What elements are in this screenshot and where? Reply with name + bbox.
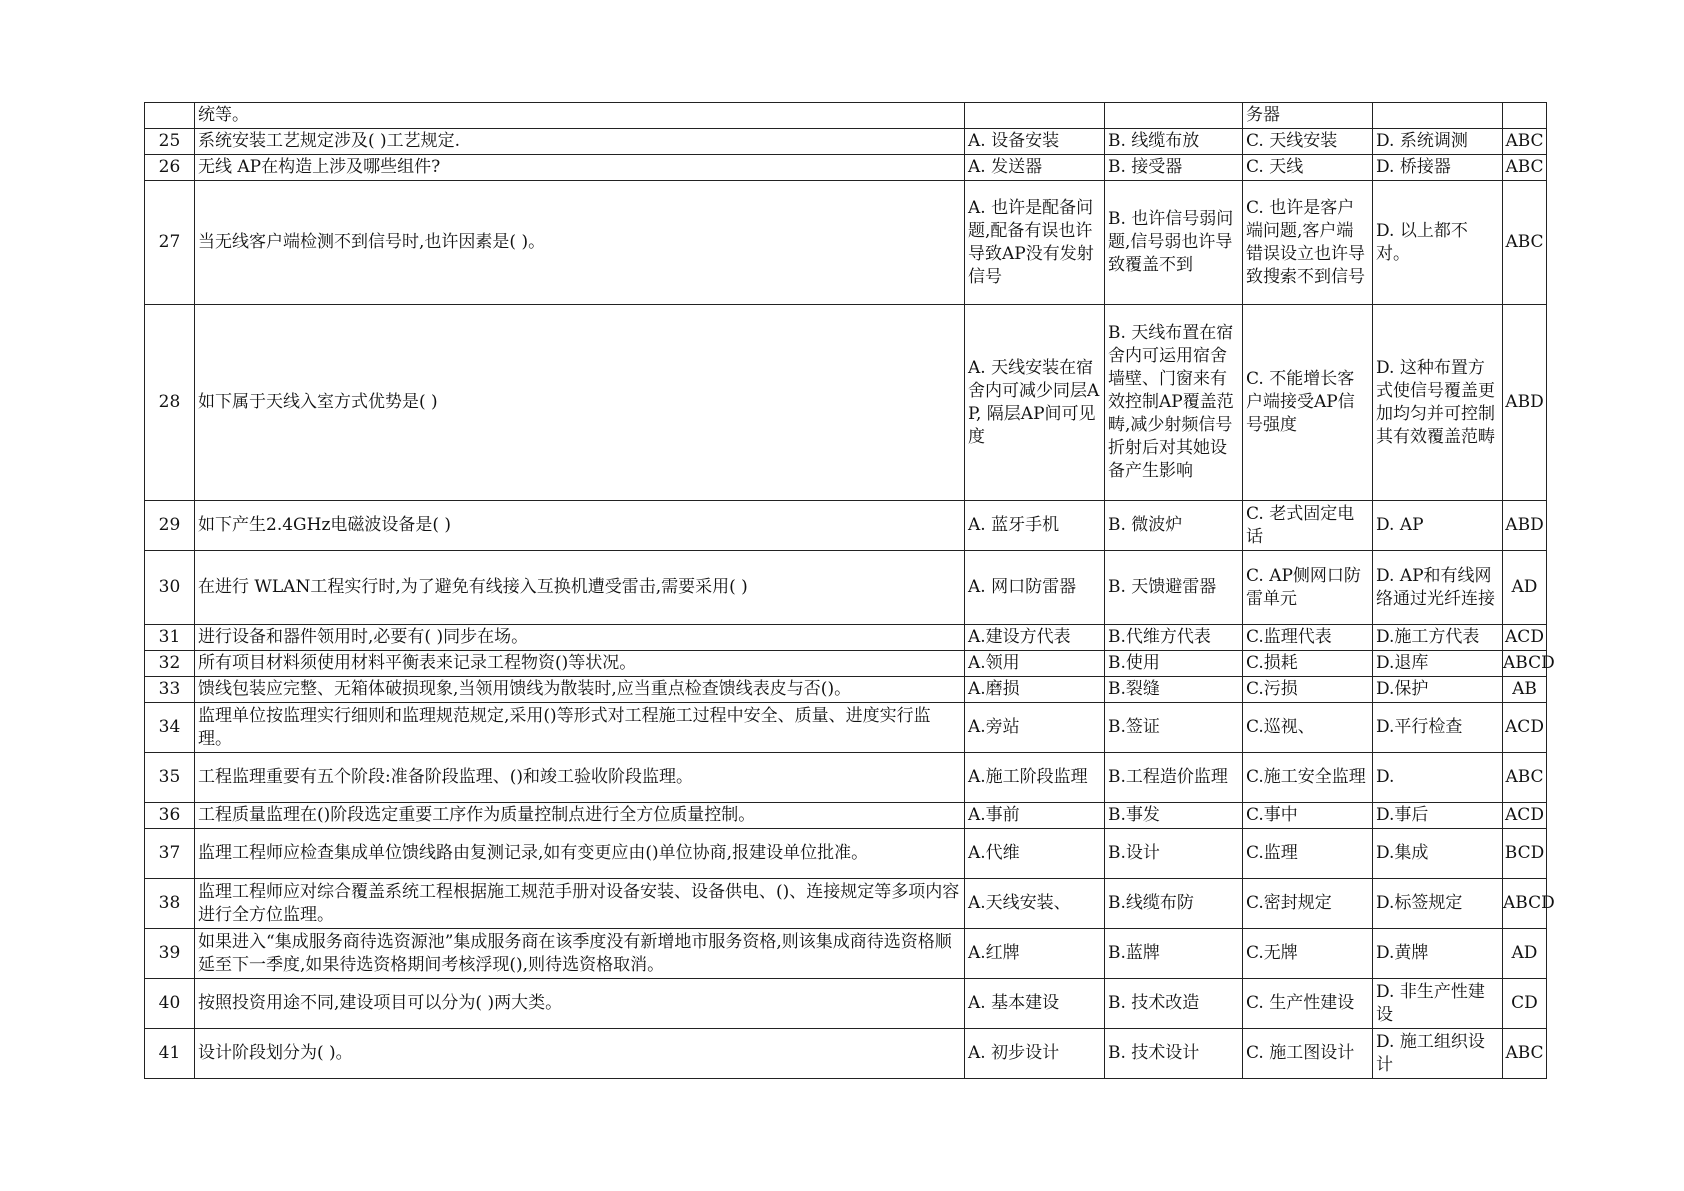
table-row <box>145 829 1547 879</box>
question-text: 当无线客户端检测不到信号时,也许因素是( )。 <box>195 181 965 305</box>
option-d: D.保护 <box>1373 677 1503 703</box>
table-row <box>145 753 1547 803</box>
answer: ABCD <box>1503 651 1547 677</box>
table-row <box>145 677 1547 703</box>
option-a: A. 初步设计 <box>965 1029 1105 1079</box>
table-row <box>145 803 1547 829</box>
option-a: A.红牌 <box>965 929 1105 979</box>
question-text: 设计阶段划分为( )。 <box>195 1029 965 1079</box>
answer: AB <box>1503 677 1547 703</box>
option-d: D. 桥接器 <box>1373 155 1503 181</box>
table-row <box>145 501 1547 551</box>
table-row <box>145 1029 1547 1079</box>
question-text: 监理单位按监理实行细则和监理规范规定,采用()等形式对工程施工过程中安全、质量、进度实行监理。 <box>195 703 965 753</box>
option-a: A.施工阶段监理 <box>965 753 1105 803</box>
question-number: 38 <box>145 879 195 929</box>
option-d: D.退库 <box>1373 651 1503 677</box>
option-c: 务器 <box>1243 103 1373 129</box>
answer: ACD <box>1503 803 1547 829</box>
option-b: B.签证 <box>1105 703 1243 753</box>
table-row <box>145 979 1547 1029</box>
answer: ABD <box>1503 501 1547 551</box>
option-c: C. 生产性建设 <box>1243 979 1373 1029</box>
question-text: 如下属于天线入室方式优势是( ) <box>195 305 965 501</box>
question-number: 40 <box>145 979 195 1029</box>
option-c: C.密封规定 <box>1243 879 1373 929</box>
answer: ABC <box>1503 753 1547 803</box>
question-text: 按照投资用途不同,建设项目可以分为( )两大类。 <box>195 979 965 1029</box>
option-a: A. 也许是配备问题,配备有误也许导致AP没有发射信号 <box>965 181 1105 305</box>
answer: ABC <box>1503 181 1547 305</box>
question-number: 29 <box>145 501 195 551</box>
option-a: A.领用 <box>965 651 1105 677</box>
question-text: 在进行 WLAN工程实行时,为了避免有线接入互换机遭受雷击,需要采用( ) <box>195 551 965 625</box>
option-b: B.使用 <box>1105 651 1243 677</box>
option-b: B. 天线布置在宿舍内可运用宿舍墙壁、门窗来有效控制AP覆盖范畴,减少射频信号折射后对其她设备产生影响 <box>1105 305 1243 501</box>
table-body <box>145 103 1555 1079</box>
question-number: 35 <box>145 753 195 803</box>
table-row <box>145 129 1547 155</box>
option-b: B.事发 <box>1105 803 1243 829</box>
option-d: D. 施工组织设计 <box>1373 1029 1503 1079</box>
option-c: C.污损 <box>1243 677 1373 703</box>
option-b <box>1105 103 1243 129</box>
option-d: D.平行检查 <box>1373 703 1503 753</box>
option-a: A.建设方代表 <box>965 625 1105 651</box>
option-a: A.磨损 <box>965 677 1105 703</box>
table-row <box>145 929 1547 979</box>
question-number: 28 <box>145 305 195 501</box>
question-number: 34 <box>145 703 195 753</box>
option-c: C. 不能增长客户端接受AP信号强度 <box>1243 305 1373 501</box>
table-row <box>145 551 1547 625</box>
option-b: B. 线缆布放 <box>1105 129 1243 155</box>
table-row <box>145 181 1547 305</box>
question-text: 监理工程师应检查集成单位馈线路由复测记录,如有变更应由()单位协商,报建设单位批准。 <box>195 829 965 879</box>
option-b: B. 微波炉 <box>1105 501 1243 551</box>
option-d: D.事后 <box>1373 803 1503 829</box>
table-row <box>145 103 1547 129</box>
table-row <box>145 703 1547 753</box>
question-number: 30 <box>145 551 195 625</box>
question-text: 所有项目材料须使用材料平衡表来记录工程物资()等状况。 <box>195 651 965 677</box>
table-row <box>145 155 1547 181</box>
answer: AD <box>1503 929 1547 979</box>
question-number: 25 <box>145 129 195 155</box>
option-a: A.天线安装、 <box>965 879 1105 929</box>
option-d: D. 系统调测 <box>1373 129 1503 155</box>
question-text: 监理工程师应对综合覆盖系统工程根据施工规范手册对设备安装、设备供电、()、连接规定等多项内容进行全方位监理。 <box>195 879 965 929</box>
answer: BCD <box>1503 829 1547 879</box>
option-b: B.蓝牌 <box>1105 929 1243 979</box>
option-d: D. <box>1373 753 1503 803</box>
answer: ABD <box>1503 305 1547 501</box>
option-b: B.代维方代表 <box>1105 625 1243 651</box>
option-b: B.设计 <box>1105 829 1243 879</box>
answer: ABC <box>1503 155 1547 181</box>
option-a: A.事前 <box>965 803 1105 829</box>
option-b: B. 接受器 <box>1105 155 1243 181</box>
table-row <box>145 305 1547 501</box>
question-number: 37 <box>145 829 195 879</box>
option-b: B.线缆布防 <box>1105 879 1243 929</box>
question-number: 31 <box>145 625 195 651</box>
question-text: 系统安装工艺规定涉及( )工艺规定. <box>195 129 965 155</box>
option-d: D.集成 <box>1373 829 1503 879</box>
option-b: B. 天馈避雷器 <box>1105 551 1243 625</box>
option-a: A. 网口防雷器 <box>965 551 1105 625</box>
question-text: 如下产生2.4GHz电磁波设备是( ) <box>195 501 965 551</box>
option-d: D. 这种布置方式使信号覆盖更加均匀并可控制其有效覆盖范畴 <box>1373 305 1503 501</box>
table-row <box>145 879 1547 929</box>
option-c: C. 天线安装 <box>1243 129 1373 155</box>
option-a: A. 基本建设 <box>965 979 1105 1029</box>
option-b: B.工程造价监理 <box>1105 753 1243 803</box>
question-text: 进行设备和器件领用时,必要有( )同步在场。 <box>195 625 965 651</box>
option-d: D.标签规定 <box>1373 879 1503 929</box>
option-d <box>1373 103 1503 129</box>
answer: ABC <box>1503 129 1547 155</box>
answer: CD <box>1503 979 1547 1029</box>
option-b: B. 也许信号弱问题,信号弱也许导致覆盖不到 <box>1105 181 1243 305</box>
question-number: 41 <box>145 1029 195 1079</box>
answer: ABCD <box>1503 879 1547 929</box>
question-text: 工程监理重要有五个阶段:准备阶段监理、()和竣工验收阶段监理。 <box>195 753 965 803</box>
question-text: 馈线包装应完整、无箱体破损现象,当领用馈线为散装时,应当重点检查馈线表皮与否()。 <box>195 677 965 703</box>
question-number <box>145 103 195 129</box>
option-a: A. 蓝牙手机 <box>965 501 1105 551</box>
option-b: B. 技术改造 <box>1105 979 1243 1029</box>
option-d: D. 以上都不对。 <box>1373 181 1503 305</box>
option-d: D. AP <box>1373 501 1503 551</box>
question-text: 如果进入“集成服务商待选资源池”集成服务商在该季度没有新增地市服务资格,则该集成商待选资格顺延至下一季度,如果待选资格期间考核浮现(),则待选资格取消。 <box>195 929 965 979</box>
option-c: C. 老式固定电话 <box>1243 501 1373 551</box>
answer: ABC <box>1503 1029 1547 1079</box>
option-a: A.旁站 <box>965 703 1105 753</box>
option-a: A. 天线安装在宿舍内可减少同层AP, 隔层AP间可见度 <box>965 305 1105 501</box>
question-number: 36 <box>145 803 195 829</box>
option-c: C.监理代表 <box>1243 625 1373 651</box>
option-a: A. 设备安装 <box>965 129 1105 155</box>
question-number: 26 <box>145 155 195 181</box>
option-a <box>965 103 1105 129</box>
option-b: B. 技术设计 <box>1105 1029 1243 1079</box>
option-b: B.裂缝 <box>1105 677 1243 703</box>
option-d: D. 非生产性建设 <box>1373 979 1503 1029</box>
option-d: D. AP和有线网络通过光纤连接 <box>1373 551 1503 625</box>
option-c: C.监理 <box>1243 829 1373 879</box>
question-text: 工程质量监理在()阶段选定重要工序作为质量控制点进行全方位质量控制。 <box>195 803 965 829</box>
question-table <box>144 102 1555 1079</box>
option-c: C. 也许是客户端问题,客户端错误设立也许导致搜索不到信号 <box>1243 181 1373 305</box>
table-row <box>145 625 1547 651</box>
answer: ACD <box>1503 703 1547 753</box>
option-c: C.损耗 <box>1243 651 1373 677</box>
answer <box>1503 103 1547 129</box>
question-text: 统等。 <box>195 103 965 129</box>
option-c: C. 天线 <box>1243 155 1373 181</box>
option-c: C.事中 <box>1243 803 1373 829</box>
question-number: 39 <box>145 929 195 979</box>
option-d: D.施工方代表 <box>1373 625 1503 651</box>
answer: AD <box>1503 551 1547 625</box>
option-c: C.施工安全监理 <box>1243 753 1373 803</box>
option-c: C.巡视、 <box>1243 703 1373 753</box>
option-c: C.无牌 <box>1243 929 1373 979</box>
table-row <box>145 651 1547 677</box>
answer: ACD <box>1503 625 1547 651</box>
question-text: 无线 AP在构造上涉及哪些组件? <box>195 155 965 181</box>
question-number: 32 <box>145 651 195 677</box>
option-a: A.代维 <box>965 829 1105 879</box>
option-a: A. 发送器 <box>965 155 1105 181</box>
option-d: D.黄牌 <box>1373 929 1503 979</box>
question-number: 33 <box>145 677 195 703</box>
option-c: C. AP侧网口防雷单元 <box>1243 551 1373 625</box>
option-c: C. 施工图设计 <box>1243 1029 1373 1079</box>
question-number: 27 <box>145 181 195 305</box>
